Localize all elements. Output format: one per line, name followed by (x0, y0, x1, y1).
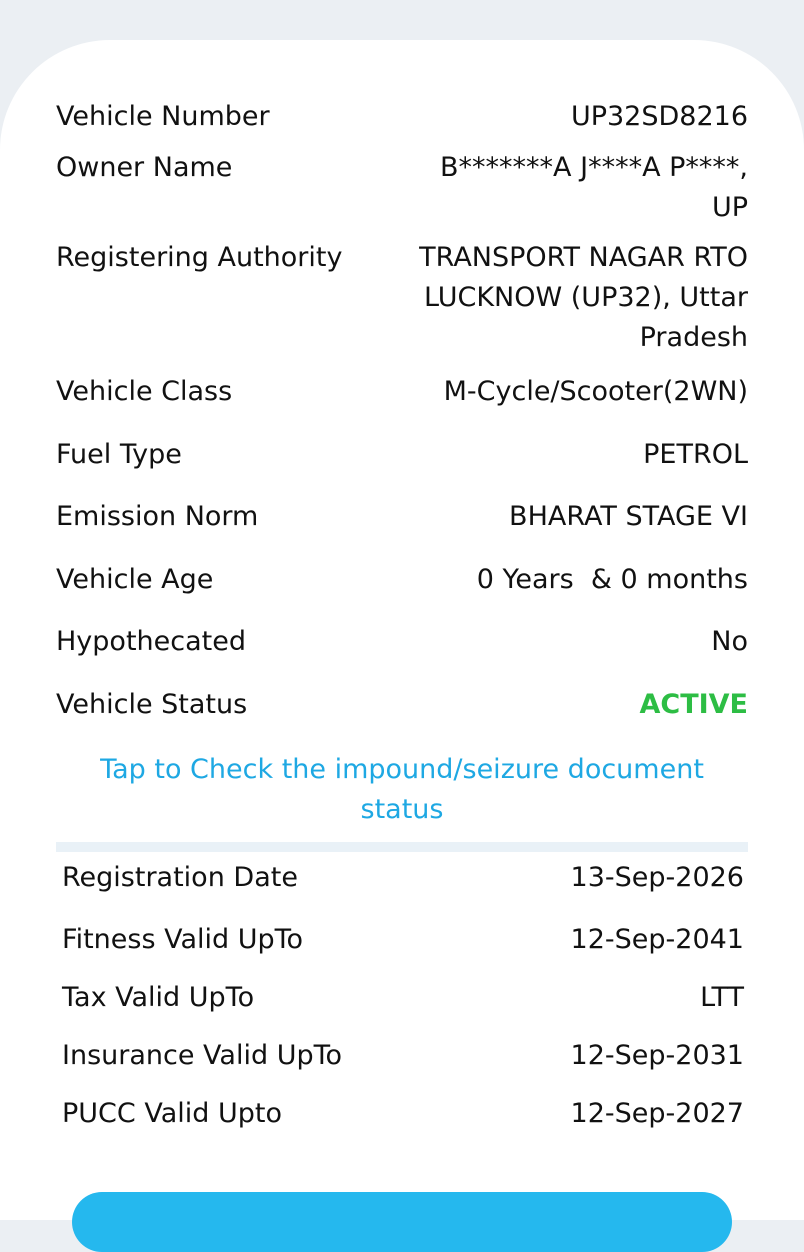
vehicle-age-value: 0 Years & 0 months (476, 564, 748, 595)
section-divider (56, 842, 748, 852)
impound-status-link[interactable] (56, 750, 748, 830)
vehicle-status-row (56, 685, 748, 725)
vehicle-class-row (56, 372, 748, 412)
vehicle-status-label: Vehicle Status (56, 689, 248, 720)
registering-authority-value-line1: TRANSPORT NAGAR RTO (419, 242, 748, 273)
fuel-type-label: Fuel Type (56, 439, 182, 470)
registering-authority-value (419, 238, 748, 358)
owner-name-row (56, 148, 748, 228)
vehicle-class-value: M-Cycle/Scooter(2WN) (443, 376, 748, 407)
insurance-valid-label: Insurance Valid UpTo (62, 1040, 343, 1071)
emission-norm-row (56, 497, 748, 537)
registration-date-label: Registration Date (62, 862, 298, 893)
vehicle-number-label: Vehicle Number (56, 101, 270, 132)
insurance-valid-value: 12-Sep-2031 (570, 1040, 744, 1071)
registering-authority-value-line2: LUCKNOW (UP32), Uttar (424, 282, 748, 313)
tax-valid-value: LTT (700, 982, 744, 1013)
owner-name-value-line2: UP (711, 192, 748, 223)
vehicle-number-value: UP32SD8216 (570, 101, 748, 132)
vehicle-number-row (56, 97, 748, 137)
vehicle-age-row (56, 560, 748, 600)
pucc-valid-value: 12-Sep-2027 (570, 1098, 744, 1129)
owner-name-value (440, 148, 748, 228)
emission-norm-value: BHARAT STAGE VI (509, 501, 748, 532)
fitness-valid-label: Fitness Valid UpTo (62, 924, 304, 955)
vehicle-status-badge: ACTIVE (639, 689, 748, 720)
emission-norm-label: Emission Norm (56, 501, 259, 532)
fuel-type-value: PETROL (643, 439, 748, 470)
fitness-valid-row (62, 920, 744, 960)
pucc-valid-row (62, 1094, 744, 1134)
registration-date-row (62, 858, 744, 898)
insurance-valid-row (62, 1036, 744, 1076)
fuel-type-row (56, 435, 748, 475)
pucc-valid-label: PUCC Valid Upto (62, 1098, 282, 1129)
hypothecated-row (56, 622, 748, 662)
hypothecated-label: Hypothecated (56, 626, 246, 657)
vehicle-age-label: Vehicle Age (56, 564, 214, 595)
registering-authority-value-line3: Pradesh (639, 322, 748, 353)
impound-status-link-line2[interactable]: status (360, 794, 444, 825)
registration-date-value: 13-Sep-2026 (570, 862, 744, 893)
registering-authority-row (56, 238, 748, 358)
fitness-valid-value: 12-Sep-2041 (570, 924, 744, 955)
bottom-action-button[interactable] (72, 1192, 732, 1252)
tax-valid-label: Tax Valid UpTo (62, 982, 255, 1013)
owner-name-label: Owner Name (56, 152, 233, 183)
registering-authority-label: Registering Authority (56, 242, 343, 273)
tax-valid-row (62, 978, 744, 1018)
hypothecated-value: No (711, 626, 748, 657)
impound-status-link-line1[interactable]: Tap to Check the impound/seizure document (100, 754, 704, 785)
owner-name-value-line1: B*******A J****A P****, (440, 152, 748, 183)
vehicle-class-label: Vehicle Class (56, 376, 233, 407)
